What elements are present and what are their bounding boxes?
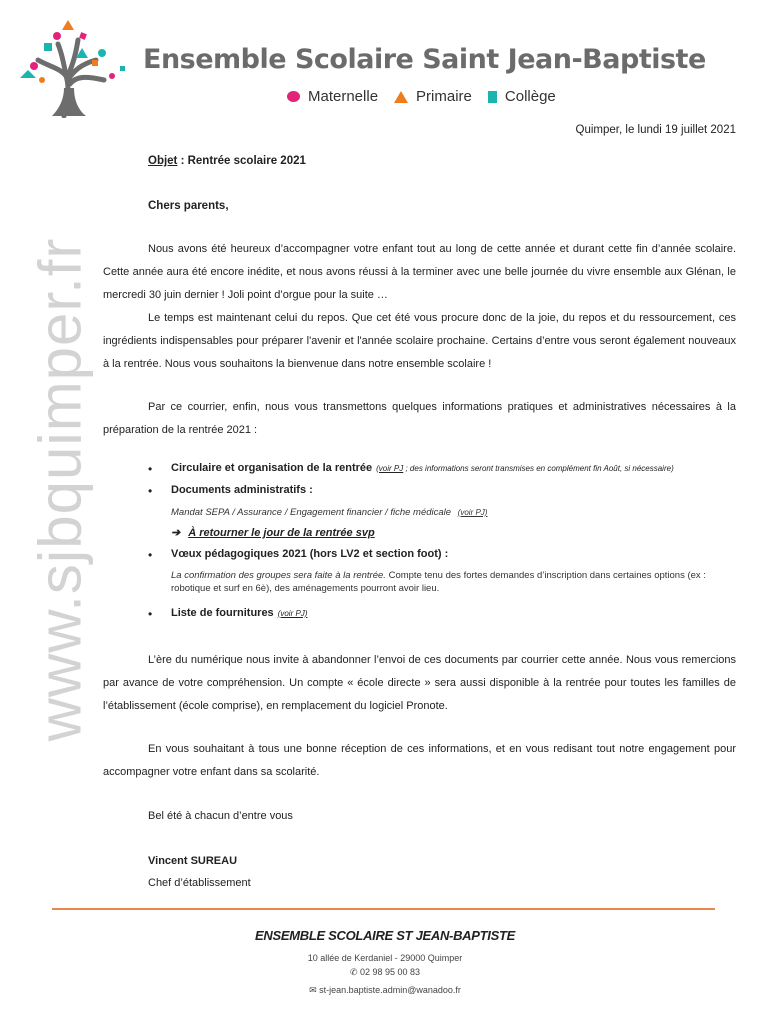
level-maternelle: Maternelle (308, 88, 379, 105)
paragraph-4-block (103, 649, 736, 718)
paragraph-3-block (103, 396, 736, 442)
closing-line: Bel été à chacun d’entre vous (148, 810, 293, 822)
documents-sub (146, 507, 736, 518)
salutation: Chers parents, (148, 200, 229, 212)
footer-divider (52, 908, 715, 910)
bullet-note: ; des informations seront transmises en complément fin Août, si nécessaire) (403, 464, 674, 473)
voeux-italic: La confirmation des groupes sera faite à la rentrée. (171, 570, 386, 581)
bullet-voeux: Vœux pédagogiques 2021 (hors LV2 et section foot) : (171, 548, 449, 560)
paragraph-3: Par ce courrier, enfin, nous vous transmettons quelques informations pratiques et administratives nécessaires à la préparation de la rentrée 2021 : (103, 401, 736, 436)
documents-list: Mandat SEPA / Assurance / Engagement financier / fiche médicale (171, 507, 452, 518)
list-item (146, 607, 736, 619)
level-primaire: Primaire (416, 88, 472, 105)
letter-subject (148, 155, 306, 167)
level-college: Collège (504, 88, 556, 105)
arrow-icon: ➔ (171, 527, 181, 539)
footer-email[interactable]: ✉ st-jean.baptiste.admin@wanadoo.fr (309, 985, 461, 995)
subject-label: Objet (148, 155, 178, 167)
letter-date: Quimper, le lundi 19 juillet 2021 (575, 124, 736, 136)
list-item (146, 484, 736, 496)
voeux-sub (146, 569, 736, 595)
paragraph-1: Nous avons été heureux d’accompagner votre enfant tout au long de cette année et durant cette fin d’année scolaire. Cette année aura été encore inédite, et nous avons réussi à la terminer avec une belle journée du vivre ensemble aux Glénan, le mercredi 30 juin dernier ! Joli point d’orgue pour la suite … (103, 243, 736, 301)
paragraph-intro (103, 238, 736, 376)
info-list (146, 462, 736, 619)
paragraph-5: En vous souhaitant à tous une bonne réception de ces informations, et en vous redisant tout notre engagement pour accompagner votre enfant dans sa scolarité. (103, 743, 736, 778)
circle-icon (287, 91, 300, 102)
square-icon (488, 91, 497, 103)
paragraph-5-block (103, 738, 736, 784)
footer-school-name: ENSEMBLE SCOLAIRE ST JEAN-BAPTISTE (255, 928, 515, 943)
paragraph-2: Le temps est maintenant celui du repos. Que cet été vous procure donc de la joie, du repos et du ressourcement, ces ingrédients indispensables pour préparer l'avenir et l'année scolaire prochaine. Certains d’entre vous seront également nouveaux à la rentrée. Nous vous souhaitons la bienvenue dans notre ensemble scolaire ! (103, 312, 736, 370)
school-levels (287, 88, 566, 105)
list-item (146, 548, 736, 560)
return-text: À retourner le jour de la rentrée svp (188, 527, 375, 539)
list-item (146, 462, 736, 474)
bullet-documents: Documents administratifs : (171, 484, 313, 496)
signer-title: Chef d’établissement (148, 877, 251, 889)
school-name: Ensemble Scolaire Saint Jean-Baptiste (143, 44, 706, 75)
footer-phone: ✆ 02 98 95 00 83 (349, 967, 421, 977)
return-instruction (146, 526, 736, 539)
signer-name: Vincent SUREAU (148, 855, 238, 867)
paragraph-4: L’ère du numérique nous invite à abandonner l’envoi de ces documents par courrier cette année. Nous vous remercions par avance de votre compréhension. Un compte « école directe » sera aussi disponible à la rentrée pour toutes les familles de l’établissement (école comprise), en remplacement du logiciel Pronote. (103, 654, 736, 712)
bullet-fournitures: Liste de fournitures (171, 607, 274, 619)
voeux-plain: Compte tenu des fortes demandes d’inscription dans certaines options (ex : robotique et surf en 6è), des aménagements pourront avoir lieu. (171, 570, 706, 594)
subject-text: : Rentrée scolaire 2021 (177, 155, 306, 167)
bullet-circulaire: Circulaire et organisation de la rentrée (171, 462, 373, 474)
school-logo-tree (12, 18, 137, 118)
voir-pj-link[interactable]: (voir PJ) (277, 609, 308, 618)
website-watermark: www.sjbquimper.fr (26, 237, 94, 742)
footer-address: 10 allée de Kerdaniel - 29000 Quimper (307, 953, 463, 963)
triangle-icon (394, 91, 408, 103)
voir-pj-link[interactable]: (voir PJ (376, 464, 404, 473)
voir-pj-link[interactable]: (voir PJ) (457, 508, 488, 517)
